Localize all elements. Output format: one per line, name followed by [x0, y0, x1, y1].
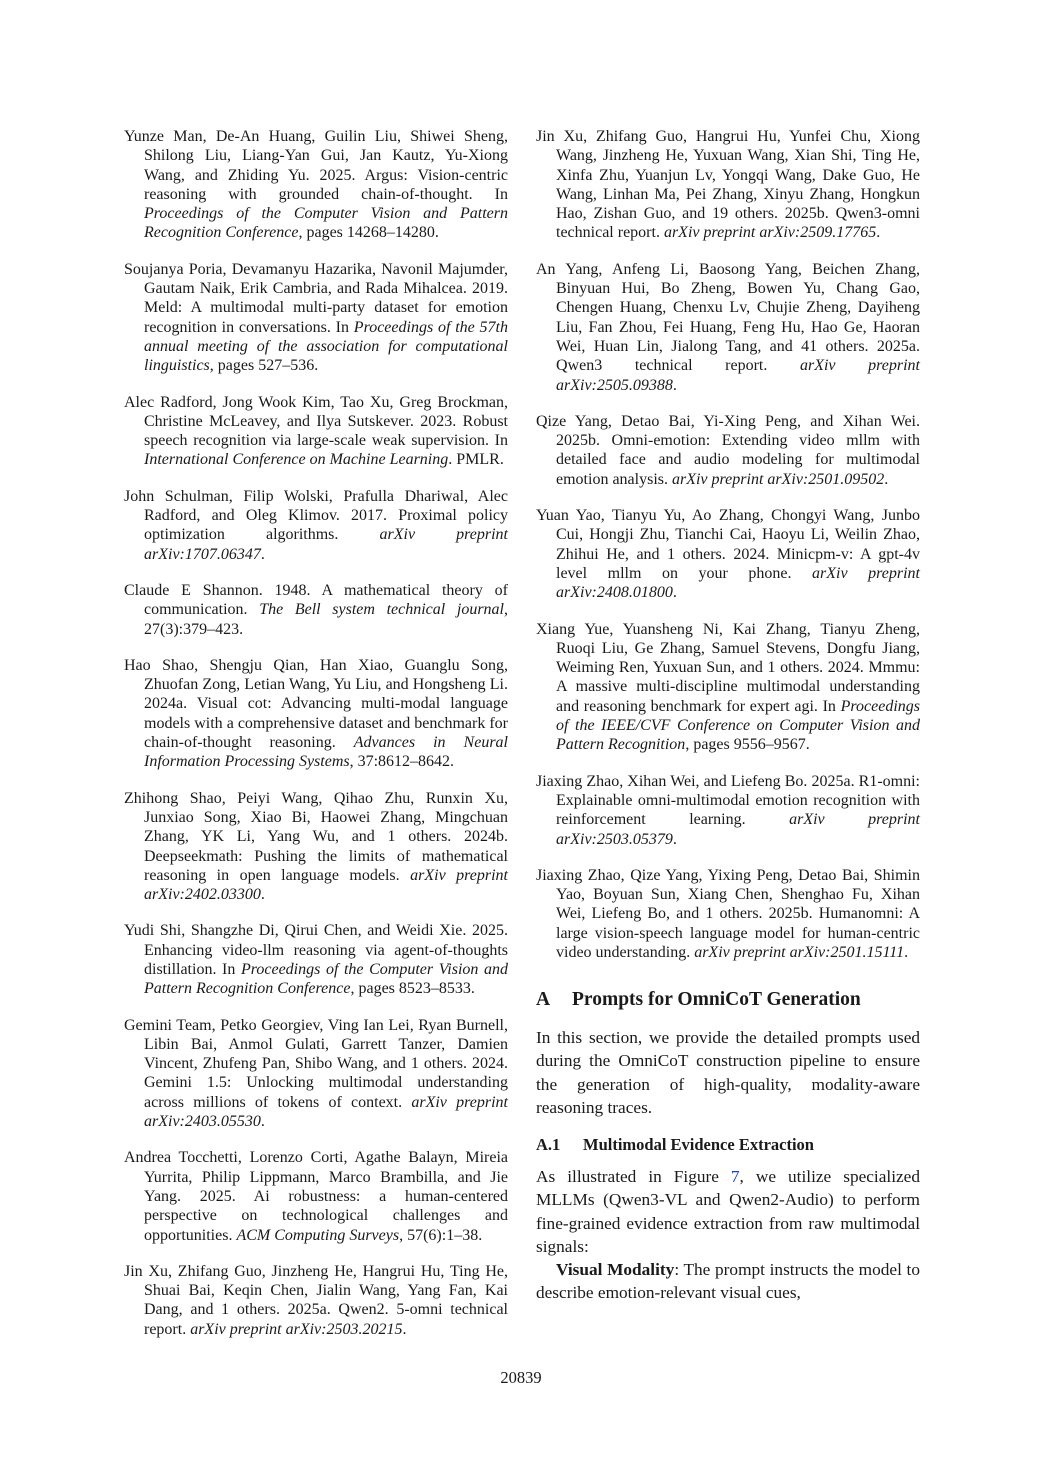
subsection-heading — [536, 1135, 920, 1155]
reference-entry — [124, 921, 508, 998]
reference-venue: arXiv preprint arXiv:2408.01800 — [556, 564, 920, 602]
reference-tail: . — [672, 376, 677, 394]
reference-entry — [536, 260, 920, 395]
reference-venue: arXiv preprint arXiv:2505.09388 — [556, 357, 920, 394]
reference-text: Yudi Shi, Shangzhe Di, Qirui Chen, and Weidi Xie. 2025. Enhancing video-llm reasoning via agent-of-thoughts distillation. In — [124, 922, 508, 978]
reference-entry — [536, 866, 920, 962]
reference-tail: . — [260, 1113, 265, 1131]
reference-tail: . PMLR. — [448, 451, 504, 469]
reference-entry — [124, 127, 508, 243]
reference-tail: . — [904, 943, 909, 961]
section-number: A — [536, 989, 551, 1011]
reference-text: Claude E Shannon. 1948. A mathematical theory of communication. — [124, 581, 508, 619]
reference-text: Yuan Yao, Tianyu Yu, Ao Zhang, Chongyi Wang, Junbo Cui, Hongji Zhu, Tianchi Cai, Haoyu Li, Weilin Zhao, Zhihui He, and 1 others. 2024. Minicpm-v: A gpt-4v level mllm on your phone. — [536, 507, 920, 582]
right-reference-list — [536, 127, 920, 962]
reference-venue: Proceedings of the IEEE/CVF Conference on Computer Vision and Pattern Recognition — [556, 697, 920, 754]
reference-tail: . — [876, 224, 881, 242]
subsection-title: Multimodal Evidence Extraction — [583, 1135, 814, 1155]
section-title: Prompts for OmniCoT Generation — [572, 989, 861, 1011]
reference-text: Jiaxing Zhao, Qize Yang, Yixing Peng, Detao Bai, Shimin Yao, Boyuan Sun, Xiang Chen, Shenghao Fu, Xihan Wei, Liefeng Bo, and 1 others. 2025b. Humanomni: A large vision-speech language model for human-centric video understanding. — [536, 866, 920, 961]
reference-venue: arXiv preprint arXiv:2509.17765 — [663, 224, 877, 242]
reference-entry — [124, 656, 508, 772]
reference-tail: . — [402, 1320, 407, 1338]
reference-tail: , pages 527–536. — [209, 357, 319, 375]
reference-tail: . — [260, 886, 265, 904]
reference-venue: Proceedings of the 57th annual meeting of the association for computational linguistics — [144, 318, 508, 375]
reference-venue: arXiv preprint arXiv:2503.20215 — [190, 1320, 403, 1338]
reference-entry — [536, 772, 920, 849]
reference-text: Jin Xu, Zhifang Guo, Hangrui Hu, Yunfei Chu, Xiong Wang, Jinzheng He, Yuxuan Wang, Xian Shi, Ting He, Xinfa Zhu, Yuanjun Lv, Yongqi Wang, Dake Guo, He Wang, Linhan Ma, Pei Zhang, Xinyu Zhang, Hongkun Hao, Zishan Guo, and 19 others. 2025b. Qwen3-omni technical report. — [536, 128, 920, 242]
reference-text: Andrea Tocchetti, Lorenzo Corti, Agathe Balayn, Mireia Yurrita, Philip Lippmann, Marco Brambilla, and Jie Yang. 2025. Ai robustness: a human-centered perspective on technological challenges and opportunities. — [124, 1149, 508, 1244]
reference-tail: . — [260, 545, 265, 563]
visual-modality-label: Visual Modality — [556, 1259, 675, 1279]
reference-entry — [536, 620, 920, 755]
reference-tail: , pages 14268–14280. — [298, 224, 439, 242]
left-column — [124, 127, 508, 1356]
reference-text: Jiaxing Zhao, Xihan Wei, and Liefeng Bo. 2025a. R1-omni: Explainable omni-multimodal emotion recognition with reinforcement learning. — [536, 772, 920, 829]
reference-entry — [536, 412, 920, 489]
reference-tail: , pages 9556–9567. — [685, 736, 810, 754]
figure-link[interactable]: 7 — [730, 1167, 740, 1187]
reference-entry — [536, 506, 920, 602]
reference-text: Soujanya Poria, Devamanyu Hazarika, Navonil Majumder, Gautam Naik, Erik Cambria, and Rada Mihalcea. 2019. Meld: A multimodal multi-party dataset for emotion recognition in conversations. In — [124, 260, 508, 336]
reference-venue: Advances in Neural Information Processing Systems — [144, 734, 508, 771]
reference-text: Gemini Team, Petko Georgiev, Ving Ian Lei, Ryan Burnell, Libin Bai, Anmol Gulati, Garrett Tanzer, Damien Vincent, Zhufeng Pan, Shibo Wang, and 1 others. 2024. Gemini 1.5: Unlocking multimodal understanding across millions of tokens of context. — [124, 1016, 508, 1111]
paragraph-text: As illustrated in Figure — [536, 1167, 731, 1187]
section-intro-paragraph: In this section, we provide the detailed prompts used during the OmniCoT construction pipeline to ensure the generation of high-quality, modality-aware reasoning traces. — [536, 1028, 920, 1117]
reference-text: Jin Xu, Zhifang Guo, Jinzheng He, Hangrui Hu, Ting He, Shuai Bai, Keqin Chen, Jialin Wang, Yang Fan, Kai Dang, and 1 others. 2025a. Qwen2. 5-omni technical report. — [124, 1262, 508, 1338]
reference-entry — [124, 260, 508, 376]
reference-entry — [124, 1016, 508, 1132]
page-number: 20839 — [500, 1368, 542, 1387]
reference-tail: , 37:8612–8642. — [349, 753, 455, 771]
reference-tail: . — [672, 584, 677, 602]
reference-venue: ACM Computing Surveys — [236, 1226, 400, 1244]
reference-entry — [124, 393, 508, 470]
reference-venue: arXiv preprint arXiv:2501.15111 — [694, 943, 905, 961]
reference-tail: . — [672, 830, 677, 848]
reference-text: Qize Yang, Detao Bai, Yi-Xing Peng, and Xihan Wei. 2025b. Omni-emotion: Extending video mllm with detailed face and audio modeling for multimodal emotion analysis. — [536, 412, 920, 488]
visual-modality-paragraph — [536, 1258, 920, 1304]
reference-entry — [536, 127, 920, 243]
reference-venue: arXiv preprint arXiv:1707.06347 — [144, 526, 508, 563]
reference-tail: , 57(6):1–38. — [399, 1226, 483, 1244]
reference-entry — [124, 581, 508, 639]
reference-entry — [124, 1262, 508, 1339]
reference-entry — [124, 487, 508, 564]
right-column — [536, 127, 920, 1304]
reference-venue: Proceedings of the Computer Vision and Pattern Recognition Conference — [144, 960, 509, 998]
reference-venue: Proceedings of the Computer Vision and Pattern Recognition Conference — [144, 205, 508, 242]
reference-venue: The Bell system technical journal — [259, 601, 504, 619]
reference-text: Hao Shao, Shengju Qian, Han Xiao, Guanglu Song, Zhuofan Zong, Letian Wang, Yu Liu, and Hongsheng Li. 2024a. Visual cot: Advancing multi-modal language models with a comprehensive dataset and benchmark for chain-of-thought reasoning. — [124, 656, 508, 752]
reference-entry — [124, 789, 508, 905]
reference-text: Xiang Yue, Yuansheng Ni, Kai Zhang, Tianyu Zheng, Ruoqi Liu, Ge Zhang, Samuel Stevens, Dongfu Jiang, Weiming Ren, Yuxuan Sun, and 1 others. 2024. Mmmu: A massive multi-discipline multimodal understanding and reasoning benchmark for expert agi. In — [536, 620, 920, 715]
paragraph-text: : The prompt instructs the model to describe emotion-relevant visual cues, — [536, 1259, 920, 1303]
reference-text: John Schulman, Filip Wolski, Prafulla Dhariwal, Alec Radford, and Oleg Klimov. 2017. Proximal policy optimization algorithms. — [124, 487, 508, 544]
reference-text: Zhihong Shao, Peiyi Wang, Qihao Zhu, Runxin Xu, Junxiao Song, Xiao Bi, Haowei Zhang, Mingchuan Zhang, YK Li, Yang Wu, and 1 others. 2024b. Deepseekmath: Pushing the limits of mathematical reasoning in open language models. — [124, 789, 508, 884]
reference-entry — [124, 1148, 508, 1244]
subsection-paragraph — [536, 1165, 920, 1258]
reference-tail: . — [884, 470, 889, 488]
reference-text: Yunze Man, De-An Huang, Guilin Liu, Shiwei Sheng, Shilong Liu, Liang-Yan Gui, Jan Kautz, Yu-Xiong Wang, and Zhiding Yu. 2025. Argus: Vision-centric reasoning with grounded chain-of-thought. In — [124, 128, 508, 203]
reference-venue: arXiv preprint arXiv:2501.09502 — [671, 470, 885, 488]
reference-text: Alec Radford, Jong Wook Kim, Tao Xu, Greg Brockman, Christine McLeavey, and Ilya Sutskever. 2023. Robust speech recognition via large-scale weak supervision. In — [124, 393, 508, 450]
reference-text: An Yang, Anfeng Li, Baosong Yang, Beichen Zhang, Binyuan Hui, Bo Zheng, Bowen Yu, Chang Gao, Chengen Huang, Chenxu Lv, Chujie Zheng, Dayiheng Liu, Fan Zhou, Fei Huang, Feng Hu, Hao Ge, Haoran Wei, Huan Lin, Jialong Tang, and 41 others. 2025a. Qwen3 technical report. — [536, 260, 920, 375]
reference-venue: arXiv preprint arXiv:2402.03300 — [144, 866, 509, 904]
reference-venue: International Conference on Machine Learning — [144, 451, 449, 469]
section-heading — [536, 988, 920, 1012]
paragraph-text: , we utilize specialized MLLMs (Qwen3-VL and Qwen2-Audio) to perform fine-grained evidence extraction from raw multimodal signals: — [536, 1167, 920, 1256]
reference-venue: arXiv preprint arXiv:2403.05530 — [144, 1093, 508, 1131]
reference-tail: , 27(3):379–423. — [144, 601, 508, 638]
reference-tail: , pages 8523–8533. — [350, 980, 475, 998]
subsection-number: A.1 — [536, 1135, 561, 1155]
reference-venue: arXiv preprint arXiv:2503.05379 — [556, 811, 920, 848]
